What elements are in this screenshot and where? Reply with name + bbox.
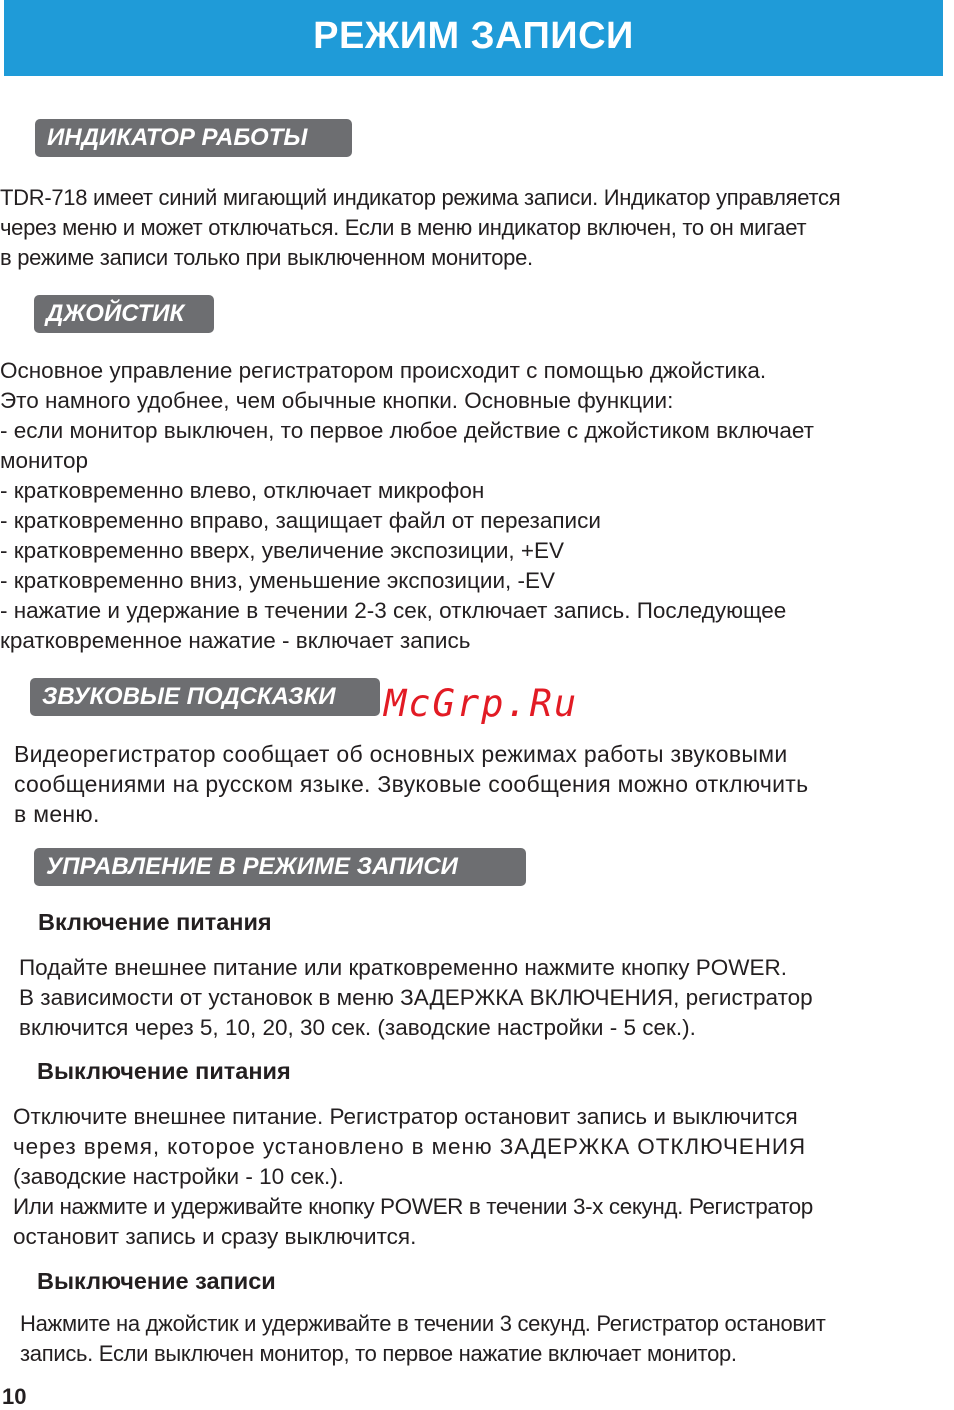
- text-line: запись. Если выключен монитор, то первое нажатие включает монитор.: [20, 1341, 737, 1366]
- joystick-paragraph: [0, 356, 954, 656]
- text-line: (заводские настройки - 10 сек.).: [13, 1164, 344, 1189]
- page-number: 10: [2, 1384, 27, 1409]
- text-line: В зависимости от установок в меню ЗАДЕРЖКА ВКЛЮЧЕНИЯ, регистратор: [19, 985, 813, 1010]
- text-line: - кратковременно вниз, уменьшение экспозиции, -EV: [0, 568, 556, 593]
- text-line: включится через 5, 10, 20, 30 сек. (заводские настройки - 5 сек.).: [19, 1015, 696, 1040]
- page-title: РЕЖИМ ЗАПИСИ: [313, 14, 634, 57]
- text-line: - кратковременно влево, отключает микрофон: [0, 478, 485, 503]
- text-line: сообщениями на русском языке. Звуковые сообщения можно отключить: [14, 771, 809, 797]
- text-line: Или нажмите и удерживайте кнопку POWER в течении 3-х секунд. Регистратор: [13, 1194, 813, 1219]
- text-line: - кратковременно вверх, увеличение экспозиции, +EV: [0, 538, 565, 563]
- text-line: кратковременное нажатие - включает запись: [0, 628, 471, 653]
- text-line: через время, которое установлено в меню ЗАДЕРЖКА ОТКЛЮЧЕНИЯ: [13, 1134, 807, 1159]
- section-badge-joystick: ДЖОЙСТИК: [34, 295, 214, 333]
- text-line: в режиме записи только при выключенном мониторе.: [0, 245, 533, 270]
- subsection-title-power-on: Включение питания: [38, 909, 272, 935]
- text-line: Это намного удобнее, чем обычные кнопки. Основные функции:: [0, 388, 674, 413]
- subsection-title-recording-off: Выключение записи: [37, 1268, 276, 1294]
- sound-paragraph: [14, 739, 954, 829]
- text-line: Подайте внешнее питание или кратковременно нажмите кнопку POWER.: [19, 955, 787, 980]
- text-line: - кратковременно вправо, защищает файл от перезаписи: [0, 508, 601, 533]
- text-line: Основное управление регистратором происходит с помощью джойстика.: [0, 358, 767, 383]
- section-badge-sound: ЗВУКОВЫЕ ПОДСКАЗКИ: [30, 678, 380, 716]
- section-badge-indicator: ИНДИКАТОР РАБОТЫ: [35, 119, 352, 157]
- text-line: через меню и может отключаться. Если в меню индикатор включен, то он мигает: [0, 215, 807, 240]
- text-line: Отключите внешнее питание. Регистратор остановит запись и выключится: [13, 1104, 798, 1129]
- text-line: остановит запись и сразу выключится.: [13, 1224, 417, 1249]
- power-on-paragraph: [19, 953, 954, 1043]
- text-line: - если монитор выключен, то первое любое действие с джойстиком включает: [0, 418, 814, 443]
- text-line: - нажатие и удержание в течении 2-3 сек, отключает запись. Последующее: [0, 598, 787, 623]
- text-line: TDR-718 имеет синий мигающий индикатор режима записи. Индикатор управляется: [0, 185, 841, 210]
- recording-off-paragraph: [20, 1309, 954, 1369]
- text-line: Видеорегистратор сообщает об основных режимах работы звуковыми: [14, 741, 788, 767]
- subsection-title-power-off: Выключение питания: [37, 1058, 291, 1084]
- header-banner: [4, 0, 943, 76]
- text-line: Нажмите на джойстик и удерживайте в течении 3 секунд. Регистратор остановит: [20, 1311, 826, 1336]
- indicator-paragraph: [0, 183, 954, 273]
- section-badge-recording-control: УПРАВЛЕНИЕ В РЕЖИМЕ ЗАПИСИ: [34, 848, 526, 886]
- text-line: монитор: [0, 448, 89, 473]
- watermark-text: McGrp.Ru: [384, 682, 579, 725]
- text-line: в меню.: [14, 801, 100, 827]
- power-off-paragraph: [13, 1102, 954, 1252]
